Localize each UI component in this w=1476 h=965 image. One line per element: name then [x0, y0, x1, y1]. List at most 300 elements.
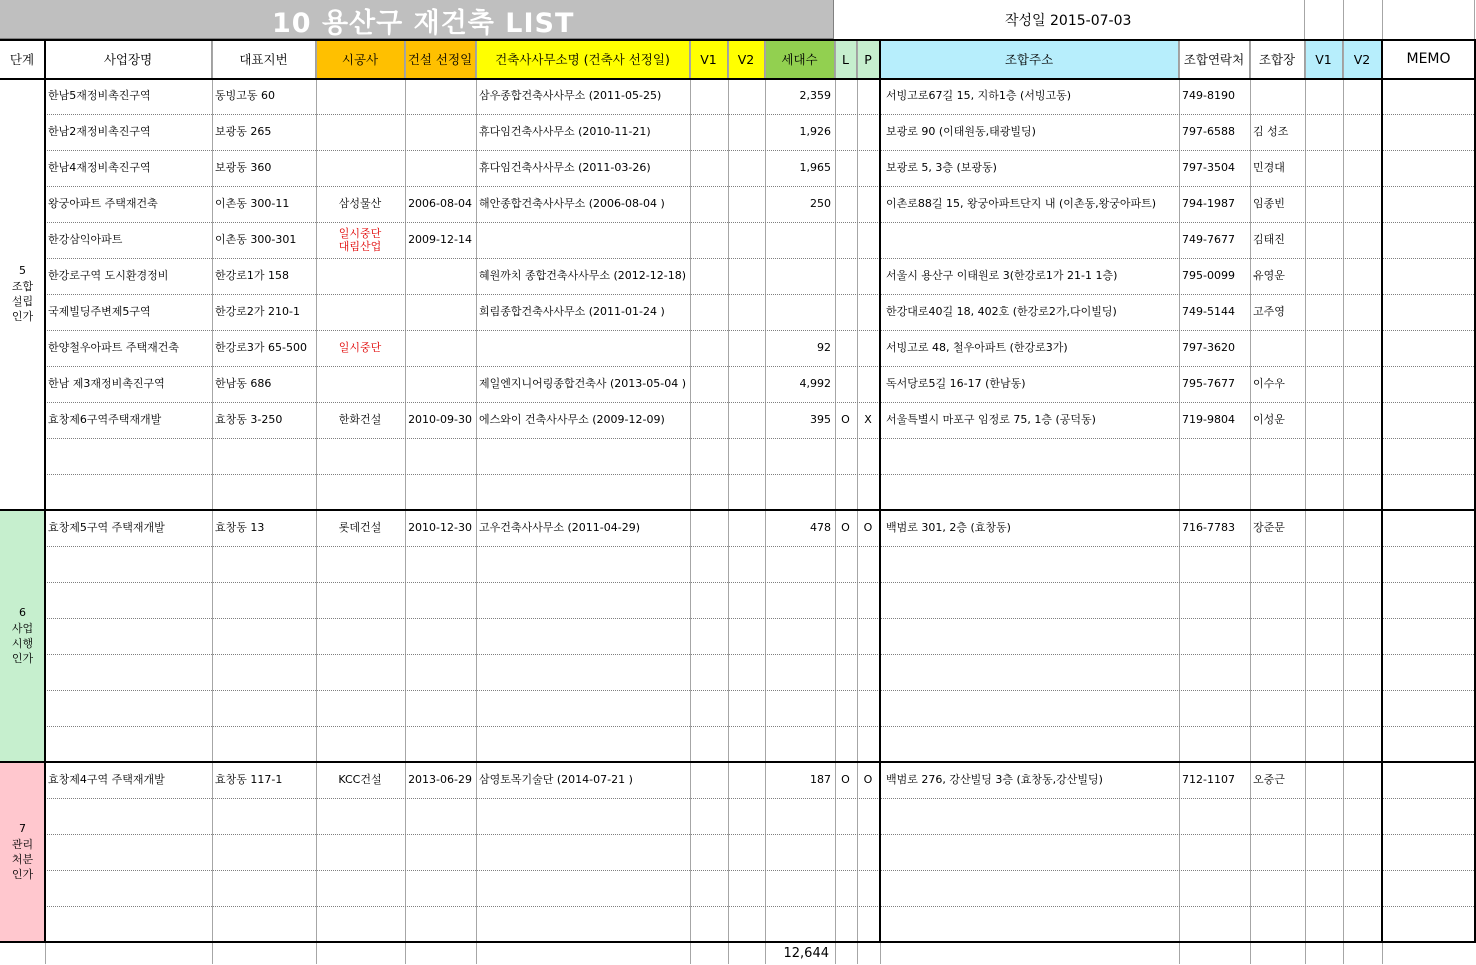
cell-p[interactable] [857, 618, 880, 654]
grid-border [0, 941, 1476, 943]
cell-name[interactable] [45, 690, 212, 726]
header-p[interactable]: P [857, 40, 880, 78]
cell-addr[interactable] [880, 798, 1179, 834]
cell-bdate[interactable] [405, 150, 476, 186]
cell-p[interactable] [857, 906, 880, 942]
cell-name[interactable]: 한강삼익아파트 [48, 232, 123, 246]
cell-arch[interactable] [476, 870, 690, 906]
cell-addr[interactable] [880, 834, 1179, 870]
cell-lot[interactable] [212, 618, 316, 654]
cell-chief[interactable] [1250, 870, 1305, 906]
cell-lot[interactable] [212, 726, 316, 762]
cell-l[interactable] [835, 906, 857, 942]
cell-p[interactable] [857, 294, 880, 330]
cell-lot[interactable]: 효창동 13 [215, 520, 265, 534]
cell-lot[interactable]: 동빙고동 60 [215, 88, 275, 102]
cell-l[interactable] [835, 186, 857, 222]
cell-builder[interactable] [316, 114, 405, 150]
cell-l[interactable] [835, 294, 857, 330]
cell-p[interactable] [857, 690, 880, 726]
cell-arch[interactable] [476, 906, 690, 942]
cell-bdate[interactable] [405, 690, 476, 726]
cell-arch[interactable] [476, 618, 690, 654]
grid-hline [45, 798, 1476, 799]
cell-l[interactable] [835, 798, 857, 834]
cell-chief[interactable] [1250, 690, 1305, 726]
header-builder[interactable]: 시공사 [316, 40, 405, 78]
header-chief[interactable]: 조합장 [1250, 40, 1305, 78]
cell-name[interactable] [45, 582, 212, 618]
cell-name[interactable] [45, 546, 212, 582]
cell-builder[interactable] [316, 906, 405, 942]
cell-name[interactable] [45, 870, 212, 906]
stage-cell: 7 관리 처분 인가 [0, 762, 45, 942]
cell-addr[interactable]: 백범로 301, 2층 (효창동) [886, 520, 1011, 534]
cell-bdate[interactable]: 2006-08-04 [408, 196, 472, 210]
cell-arch[interactable] [476, 546, 690, 582]
cell-units[interactable] [765, 546, 835, 582]
cell-chief[interactable]: 임종빈 [1253, 196, 1285, 210]
grid-vline [316, 40, 317, 964]
cell-name[interactable] [45, 834, 212, 870]
cell-units[interactable]: 1,926 [799, 124, 831, 138]
cell-addr[interactable]: 백범로 276, 강산빌딩 3층 (효창동,강산빌딩) [886, 772, 1103, 786]
cell-chief[interactable] [1250, 834, 1305, 870]
cell-addr[interactable] [880, 474, 1179, 510]
cell-bdate[interactable] [405, 258, 476, 294]
cell-chief[interactable] [1250, 906, 1305, 942]
cell-chief[interactable] [1250, 78, 1305, 114]
grid-hline [45, 726, 1476, 727]
cell-phone[interactable]: 712-1107 [1182, 772, 1235, 786]
cell-name[interactable]: 한남5재정비촉진구역 [48, 88, 151, 102]
cell-arch[interactable]: 희림종합건축사사무소 (2011-01-24 ) [479, 304, 665, 318]
cell-chief[interactable]: 김 성조 [1253, 124, 1289, 138]
header-bdate[interactable]: 건설 선정일 [405, 40, 476, 78]
cell-l[interactable] [835, 546, 857, 582]
cell-addr[interactable]: 서울특별시 마포구 임정로 75, 1층 (공덕동) [886, 412, 1096, 426]
cell-chief[interactable]: 유영운 [1253, 268, 1285, 282]
grid-vline [212, 40, 213, 964]
cell-l[interactable] [835, 654, 857, 690]
cell-name[interactable] [45, 474, 212, 510]
cell-p[interactable] [857, 186, 880, 222]
cell-arch[interactable]: 에스와이 건축사사무소 (2009-12-09) [479, 412, 665, 426]
cell-units[interactable]: 2,359 [799, 88, 831, 102]
cell-units[interactable]: 4,992 [799, 376, 831, 390]
cell-lot[interactable] [212, 870, 316, 906]
cell-p[interactable] [857, 654, 880, 690]
cell-lot[interactable]: 효창동 3-250 [215, 412, 283, 426]
cell-phone[interactable]: 749-8190 [1182, 88, 1235, 102]
cell-p[interactable] [857, 798, 880, 834]
header-name[interactable]: 사업장명 [45, 40, 212, 78]
cell-builder[interactable]: 일시중단 대림산업 [338, 226, 382, 253]
cell-builder[interactable] [316, 474, 405, 510]
cell-chief[interactable]: 이성운 [1253, 412, 1285, 426]
cell-builder[interactable] [316, 258, 405, 294]
cell-chief[interactable]: 김태진 [1253, 232, 1285, 246]
cell-name[interactable] [45, 438, 212, 474]
cell-builder[interactable] [316, 798, 405, 834]
cell-chief[interactable] [1250, 474, 1305, 510]
cell-addr[interactable] [880, 690, 1179, 726]
cell-units[interactable] [765, 258, 835, 294]
cell-name[interactable]: 국제빌딩주변제5구역 [48, 304, 151, 318]
grid-vline [1305, 40, 1306, 964]
cell-phone[interactable]: 749-5144 [1182, 304, 1235, 318]
cell-builder[interactable] [316, 78, 405, 114]
cell-phone[interactable]: 795-7677 [1182, 376, 1235, 390]
cell-l[interactable] [835, 834, 857, 870]
cell-lot[interactable]: 한강로3가 65-500 [215, 340, 307, 354]
cell-units[interactable] [765, 294, 835, 330]
cell-phone[interactable] [1179, 438, 1250, 474]
cell-lot[interactable]: 효창동 117-1 [215, 772, 283, 786]
cell-phone[interactable] [1179, 870, 1250, 906]
cell-l[interactable] [835, 690, 857, 726]
cell-lot[interactable] [212, 546, 316, 582]
cell-bdate[interactable] [405, 330, 476, 366]
cell-units[interactable] [765, 798, 835, 834]
grid-hline [45, 618, 1476, 619]
cell-builder[interactable] [316, 582, 405, 618]
cell-chief[interactable]: 고주영 [1253, 304, 1285, 318]
cell-name[interactable]: 효창제5구역 주택재개발 [48, 520, 165, 534]
cell-phone[interactable] [1179, 798, 1250, 834]
cell-p[interactable]: X [864, 412, 872, 426]
cell-builder[interactable] [316, 726, 405, 762]
header-arch[interactable]: 건축사사무소명 (건축사 선정일) [476, 40, 690, 78]
cell-builder[interactable] [316, 654, 405, 690]
cell-p[interactable] [857, 870, 880, 906]
grid-vline [1250, 40, 1251, 964]
cell-phone[interactable]: 749-7677 [1182, 232, 1235, 246]
cell-lot[interactable] [212, 654, 316, 690]
cell-addr[interactable] [880, 654, 1179, 690]
cell-units[interactable] [765, 870, 835, 906]
cell-lot[interactable] [212, 834, 316, 870]
cell-bdate[interactable]: 2009-12-14 [408, 232, 472, 246]
cell-chief[interactable]: 민경대 [1253, 160, 1285, 174]
cell-name[interactable]: 왕궁아파트 주택재건축 [48, 196, 158, 210]
cell-lot[interactable] [212, 798, 316, 834]
cell-builder[interactable] [316, 150, 405, 186]
cell-p[interactable] [857, 78, 880, 114]
cell-units[interactable] [765, 906, 835, 942]
cell-lot[interactable]: 한남동 686 [215, 376, 272, 390]
cell-builder[interactable]: KCC건설 [338, 772, 382, 786]
cell-bdate[interactable] [405, 546, 476, 582]
cell-name[interactable] [45, 798, 212, 834]
cell-l[interactable] [835, 330, 857, 366]
cell-addr[interactable]: 보광로 90 (이태원동,태광빌딩) [886, 124, 1036, 138]
cell-bdate[interactable] [405, 834, 476, 870]
cell-phone[interactable]: 795-0099 [1182, 268, 1235, 282]
cell-builder[interactable] [316, 870, 405, 906]
header-stage[interactable]: 단계 [0, 40, 45, 78]
cell-p[interactable] [857, 474, 880, 510]
grid-hline [45, 654, 1476, 655]
header-v1a[interactable]: V1 [690, 40, 728, 78]
cell-phone[interactable] [1179, 618, 1250, 654]
cell-arch[interactable] [476, 474, 690, 510]
cell-units[interactable] [765, 690, 835, 726]
grid-border [44, 39, 46, 942]
grid-vline [690, 40, 691, 964]
cell-phone[interactable] [1179, 726, 1250, 762]
cell-units[interactable] [765, 582, 835, 618]
cell-units[interactable] [765, 726, 835, 762]
cell-units[interactable] [765, 618, 835, 654]
cell-bdate[interactable] [405, 474, 476, 510]
cell-arch[interactable] [476, 222, 690, 258]
cell-arch[interactable] [476, 330, 690, 366]
cell-arch[interactable]: 고우건축사사무소 (2011-04-29) [479, 520, 641, 534]
cell-phone[interactable]: 797-6588 [1182, 124, 1235, 138]
cell-chief[interactable] [1250, 618, 1305, 654]
cell-arch[interactable] [476, 834, 690, 870]
cell-lot[interactable] [212, 906, 316, 942]
cell-addr[interactable] [880, 582, 1179, 618]
cell-arch[interactable]: 해안종합건축사사무소 (2006-08-04 ) [479, 196, 665, 210]
cell-addr[interactable] [880, 906, 1179, 942]
cell-addr[interactable]: 서빙고로 48, 철우아파트 (한강로3가) [886, 340, 1068, 354]
cell-l[interactable] [835, 114, 857, 150]
header-v2b[interactable]: V2 [1343, 40, 1382, 78]
cell-lot[interactable]: 보광동 265 [215, 124, 272, 138]
cell-name[interactable] [45, 906, 212, 942]
cell-bdate[interactable] [405, 294, 476, 330]
cell-chief[interactable]: 이수우 [1253, 376, 1285, 390]
grid-border [879, 39, 881, 942]
cell-lot[interactable]: 이촌동 300-11 [215, 196, 290, 210]
cell-addr[interactable]: 보광로 5, 3층 (보광동) [886, 160, 997, 174]
cell-addr[interactable] [880, 726, 1179, 762]
cell-lot[interactable] [212, 690, 316, 726]
cell-bdate[interactable] [405, 618, 476, 654]
cell-lot[interactable] [212, 474, 316, 510]
cell-phone[interactable] [1179, 654, 1250, 690]
cell-name[interactable]: 한양철우아파트 주택재건축 [48, 340, 180, 354]
cell-name[interactable] [45, 654, 212, 690]
cell-name[interactable] [45, 726, 212, 762]
cell-addr[interactable] [880, 870, 1179, 906]
cell-builder[interactable]: 일시중단 [338, 341, 382, 355]
cell-p[interactable] [857, 330, 880, 366]
cell-units[interactable]: 187 [810, 772, 831, 786]
cell-l[interactable] [835, 474, 857, 510]
cell-p[interactable] [857, 114, 880, 150]
cell-units[interactable] [765, 834, 835, 870]
cell-p[interactable] [857, 222, 880, 258]
cell-l[interactable] [835, 870, 857, 906]
cell-p[interactable] [857, 582, 880, 618]
cell-builder[interactable] [316, 618, 405, 654]
cell-arch[interactable] [476, 582, 690, 618]
cell-arch[interactable]: 삼우종합건축사사무소 (2011-05-25) [479, 88, 662, 102]
cell-builder[interactable] [316, 546, 405, 582]
cell-bdate[interactable] [405, 798, 476, 834]
cell-phone[interactable]: 794-1987 [1182, 196, 1235, 210]
cell-addr[interactable] [880, 546, 1179, 582]
cell-builder[interactable]: 한화건설 [338, 412, 382, 426]
cell-phone[interactable]: 797-3620 [1182, 340, 1235, 354]
cell-arch[interactable] [476, 438, 690, 474]
cell-name[interactable]: 효창제6구역주택재개발 [48, 412, 162, 426]
cell-lot[interactable]: 보광동 360 [215, 160, 272, 174]
cell-builder[interactable] [316, 438, 405, 474]
cell-bdate[interactable] [405, 870, 476, 906]
cell-phone[interactable]: 719-9804 [1182, 412, 1235, 426]
cell-lot[interactable] [212, 582, 316, 618]
cell-lot[interactable]: 한강로2가 210-1 [215, 304, 300, 318]
cell-chief[interactable] [1250, 546, 1305, 582]
cell-bdate[interactable]: 2010-09-30 [408, 412, 472, 426]
cell-p[interactable] [857, 150, 880, 186]
cell-l[interactable] [835, 78, 857, 114]
cell-arch[interactable]: 삼영토목기술단 (2014-07-21 ) [479, 772, 633, 786]
cell-bdate[interactable] [405, 438, 476, 474]
cell-chief[interactable] [1250, 726, 1305, 762]
cell-l[interactable] [835, 222, 857, 258]
cell-arch[interactable]: 혜원까치 종합건축사사무소 (2012-12-18) [479, 268, 687, 282]
cell-chief[interactable] [1250, 582, 1305, 618]
cell-name[interactable]: 한남 제3재정비촉진구역 [48, 376, 165, 390]
cell-lot[interactable]: 한강로1가 158 [215, 268, 289, 282]
cell-addr[interactable]: 한강대로40길 18, 402호 (한강로2가,다이빌딩) [886, 304, 1117, 318]
cell-name[interactable]: 효창제4구역 주택재개발 [48, 772, 165, 786]
cell-units[interactable] [765, 474, 835, 510]
cell-bdate[interactable] [405, 906, 476, 942]
cell-l[interactable]: O [841, 412, 850, 426]
cell-builder[interactable] [316, 366, 405, 402]
cell-phone[interactable] [1179, 582, 1250, 618]
cell-addr[interactable] [880, 618, 1179, 654]
cell-addr[interactable]: 독서당로5길 16-17 (한남동) [886, 376, 1026, 390]
cell-l[interactable] [835, 150, 857, 186]
header-phone[interactable]: 조합연락처 [1179, 40, 1250, 78]
cell-l[interactable] [835, 582, 857, 618]
cell-arch[interactable] [476, 690, 690, 726]
header-v2a[interactable]: V2 [728, 40, 765, 78]
header-units[interactable]: 세대수 [765, 40, 835, 78]
header-memo[interactable]: MEMO [1382, 40, 1476, 78]
cell-lot[interactable]: 이촌동 300-301 [215, 232, 297, 246]
cell-lot[interactable] [212, 438, 316, 474]
cell-units[interactable]: 478 [810, 520, 831, 534]
cell-phone[interactable]: 716-7783 [1182, 520, 1235, 534]
cell-chief[interactable] [1250, 654, 1305, 690]
cell-units[interactable] [765, 438, 835, 474]
cell-arch[interactable]: 휴다임건축사사무소 (2010-11-21) [479, 124, 651, 138]
cell-units[interactable] [765, 654, 835, 690]
cell-builder[interactable]: 롯데건설 [338, 520, 382, 534]
cell-builder[interactable] [316, 294, 405, 330]
cell-bdate[interactable]: 2010-12-30 [408, 520, 472, 534]
cell-arch[interactable]: 휴다임건축사사무소 (2011-03-26) [479, 160, 651, 174]
grid-hline [45, 870, 1476, 871]
header-l[interactable]: L [835, 40, 857, 78]
cell-p[interactable] [857, 834, 880, 870]
cell-addr[interactable]: 이촌로88길 15, 왕궁아파트단지 내 (이촌동,왕궁아파트) [886, 196, 1157, 210]
cell-bdate[interactable] [405, 78, 476, 114]
cell-l[interactable]: O [841, 520, 850, 534]
cell-phone[interactable] [1179, 690, 1250, 726]
cell-phone[interactable] [1179, 474, 1250, 510]
cell-p[interactable] [857, 726, 880, 762]
cell-l[interactable] [835, 618, 857, 654]
grid-border [0, 39, 1476, 41]
cell-arch[interactable] [476, 726, 690, 762]
cell-name[interactable]: 한남2재정비촉진구역 [48, 124, 151, 138]
grid-hline [45, 330, 1476, 331]
cell-name[interactable]: 한남4재정비촉진구역 [48, 160, 151, 174]
cell-bdate[interactable] [405, 114, 476, 150]
grid-hline [45, 906, 1476, 907]
cell-chief[interactable] [1250, 798, 1305, 834]
cell-chief[interactable] [1250, 330, 1305, 366]
cell-phone[interactable]: 797-3504 [1182, 160, 1235, 174]
cell-bdate[interactable] [405, 582, 476, 618]
cell-arch[interactable] [476, 654, 690, 690]
cell-bdate[interactable] [405, 654, 476, 690]
grid-hline [45, 114, 1476, 115]
cell-phone[interactable] [1179, 834, 1250, 870]
cell-bdate[interactable]: 2013-06-29 [408, 772, 472, 786]
cell-l[interactable] [835, 726, 857, 762]
cell-bdate[interactable] [405, 366, 476, 402]
cell-arch[interactable]: 제일엔지니어링종합건축사 (2013-05-04 ) [479, 376, 687, 390]
cell-p[interactable] [857, 366, 880, 402]
cell-units[interactable]: 250 [810, 196, 831, 210]
cell-arch[interactable] [476, 798, 690, 834]
cell-l[interactable] [835, 258, 857, 294]
cell-builder[interactable] [316, 834, 405, 870]
cell-units[interactable]: 395 [810, 412, 831, 426]
sheet-title: 10 용산구 재건축 LIST [272, 7, 575, 39]
cell-name[interactable]: 한강로구역 도시환경정비 [48, 268, 169, 282]
cell-addr[interactable]: 서울시 용산구 이태원로 3(한강로1가 21-1 1층) [886, 268, 1118, 282]
cell-p[interactable]: O [863, 772, 873, 786]
cell-p[interactable] [857, 546, 880, 582]
cell-units[interactable] [765, 222, 835, 258]
cell-l[interactable] [835, 438, 857, 474]
cell-addr[interactable]: 서빙고로67길 15, 지하1층 (서빙고동) [886, 88, 1072, 102]
cell-chief[interactable] [1250, 438, 1305, 474]
cell-phone[interactable] [1179, 906, 1250, 942]
cell-addr[interactable] [880, 222, 1179, 258]
cell-chief[interactable]: 오중근 [1253, 772, 1285, 786]
cell-l[interactable]: O [841, 772, 850, 786]
header-v1b[interactable]: V1 [1305, 40, 1343, 78]
cell-units[interactable]: 92 [817, 340, 831, 354]
cell-addr[interactable] [880, 438, 1179, 474]
cell-bdate[interactable] [405, 726, 476, 762]
cell-p[interactable] [857, 438, 880, 474]
cell-p[interactable]: O [863, 520, 873, 534]
header-lot[interactable]: 대표지번 [212, 40, 316, 78]
cell-phone[interactable] [1179, 546, 1250, 582]
cell-name[interactable] [45, 618, 212, 654]
cell-l[interactable] [835, 366, 857, 402]
cell-builder[interactable]: 삼성물산 [338, 196, 382, 210]
cell-units[interactable]: 1,965 [799, 160, 831, 174]
cell-p[interactable] [857, 258, 880, 294]
cell-builder[interactable] [316, 690, 405, 726]
cell-chief[interactable]: 장준문 [1253, 520, 1285, 534]
header-addr[interactable]: 조합주소 [880, 40, 1179, 78]
